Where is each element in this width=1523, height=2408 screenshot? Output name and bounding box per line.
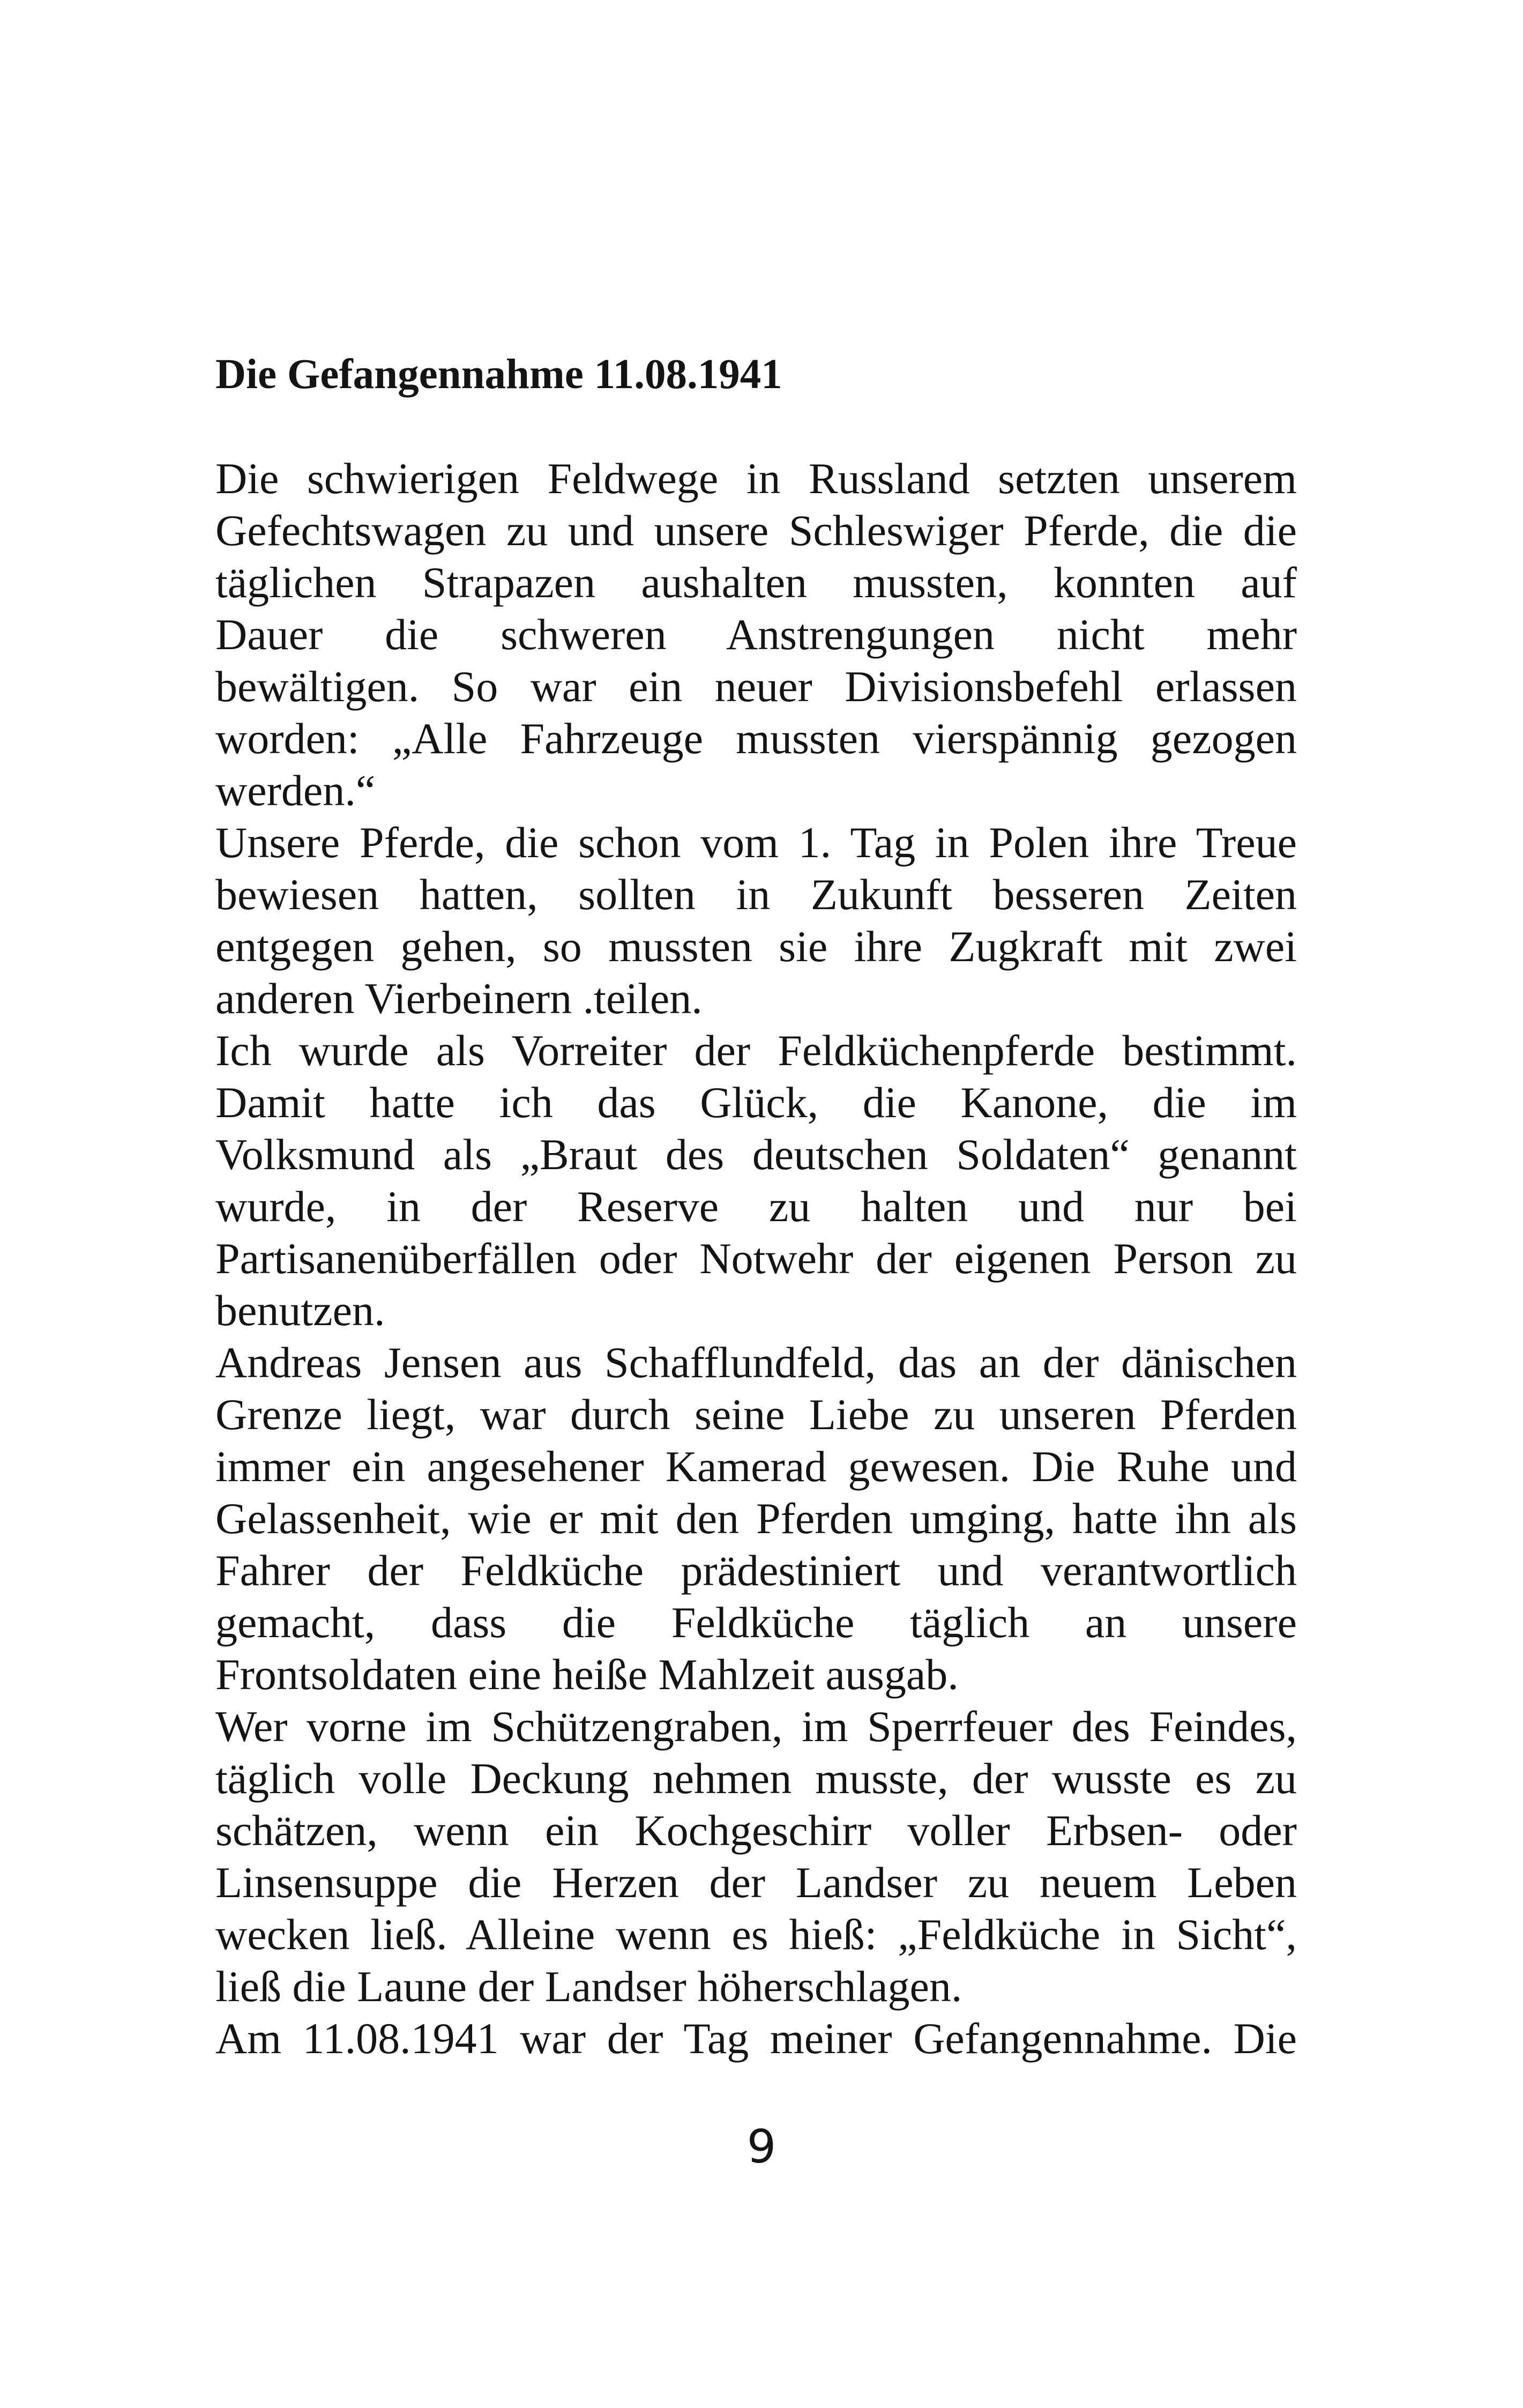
text-line: Die schwierigen Feldwege in Russland setzten unserem	[215, 454, 1297, 503]
page-number: 9	[746, 2120, 777, 2174]
text-line: Grenze liegt, war durch seine Liebe zu unseren Pferden	[215, 1390, 1297, 1439]
text-line: werden.“	[215, 766, 376, 815]
chapter-title: Die Gefangennahme 11.08.1941	[215, 351, 782, 398]
text-line: worden: „Alle Fahrzeuge mussten vierspännig gezogen	[215, 714, 1297, 763]
text-line: schätzen, wenn ein Kochgeschirr voller Erbsen- oder	[215, 1806, 1297, 1855]
body-text	[215, 452, 1297, 2064]
text-line: bewältigen. So war ein neuer Divisionsbefehl erlassen	[215, 662, 1297, 711]
text-line: immer ein angesehener Kamerad gewesen. Die Ruhe und	[215, 1442, 1297, 1491]
text-line: Unsere Pferde, die schon vom 1. Tag in Polen ihre Treue	[215, 818, 1297, 867]
text-line: Partisanenüberfällen oder Notwehr der eigenen Person zu	[215, 1234, 1297, 1283]
text-line: Frontsoldaten eine heiße Mahlzeit ausgab.	[215, 1650, 959, 1699]
text-line: täglichen Strapazen aushalten mussten, konnten auf	[215, 558, 1297, 607]
text-line: bewiesen hatten, sollten in Zukunft besseren Zeiten	[215, 870, 1297, 919]
text-line: täglich volle Deckung nehmen musste, der wusste es zu	[215, 1754, 1297, 1803]
title-spacer	[215, 400, 1297, 452]
text-line: Wer vorne im Schützengraben, im Sperrfeuer des Feindes,	[215, 1702, 1297, 1751]
text-line: wurde, in der Reserve zu halten und nur bei	[215, 1182, 1297, 1231]
text-line: Fahrer der Feldküche prädestiniert und verantwortlich	[215, 1546, 1297, 1595]
text-line: Andreas Jensen aus Schafflundfeld, das an der dänischen	[215, 1338, 1297, 1387]
text-line: Gefechtswagen zu und unsere Schleswiger Pferde, die die	[215, 506, 1297, 555]
text-line: Gelassenheit, wie er mit den Pferden umging, hatte ihn als	[215, 1494, 1297, 1543]
text-line: gemacht, dass die Feldküche täglich an unsere	[215, 1598, 1297, 1647]
text-line: Dauer die schweren Anstrengungen nicht mehr	[215, 610, 1297, 659]
text-block	[215, 348, 1297, 2064]
text-line: anderen Vierbeinern .teilen.	[215, 974, 703, 1023]
text-line: Damit hatte ich das Glück, die Kanone, die im	[215, 1078, 1297, 1127]
text-line: Am 11.08.1941 war der Tag meiner Gefangennahme. Die	[215, 2014, 1297, 2063]
text-line: Ich wurde als Vorreiter der Feldküchenpferde bestimmt.	[215, 1026, 1297, 1075]
text-line: entgegen gehen, so mussten sie ihre Zugkraft mit zwei	[215, 922, 1297, 971]
text-line: ließ die Laune der Landser höherschlagen.	[215, 1962, 962, 2011]
text-line: Volksmund als „Braut des deutschen Soldaten“ genannt	[215, 1130, 1297, 1179]
text-line: Linsensuppe die Herzen der Landser zu neuem Leben	[215, 1858, 1297, 1907]
text-line: wecken ließ. Alleine wenn es hieß: „Feldküche in Sicht“,	[215, 1910, 1297, 1959]
text-line: benutzen.	[215, 1286, 385, 1335]
